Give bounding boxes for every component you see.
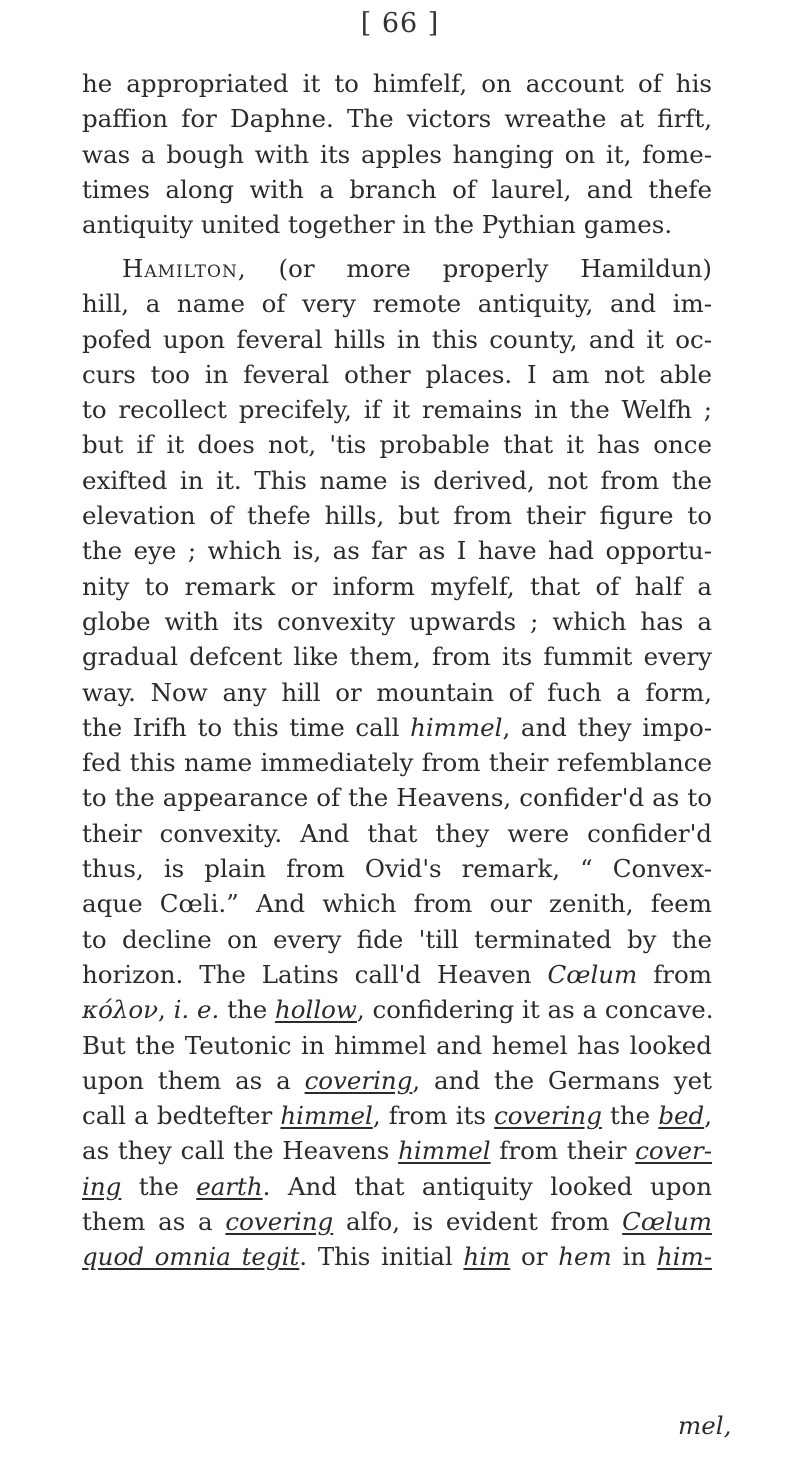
text-line: exifted in it. This name is derived, not from the [82,465,712,495]
text-line: he appropriated it to himfelf, on account of his [82,69,712,98]
text-line: antiquity united together in the Pythian games. [82,210,673,240]
text-line: thus, is plain from Ovid's remark, “ Convex- [82,854,712,884]
text-line: κόλον, i. e. the hollow, confidering it as a concave. [82,995,714,1025]
text-line: globe with its convexity upwards ; which has a [82,606,712,636]
text-line: the eye ; which is, as far as I have had opportu- [82,536,712,566]
text-line: way. Now any hill or mountain of fuch a form, [82,677,712,707]
text-line: Hamilton, (or more properly Hamildun) [122,254,712,283]
text-line: upon them as a covering, and the Germans yet [82,1065,712,1095]
text-line: the Irifh to this time call himmel, and they impo- [82,712,712,742]
text-line: to recollect precifely, if it remains in the Welfh ; [82,395,712,425]
text-line: to decline on every fide 'till terminated by the [82,924,712,954]
text-line: as they call the Heavens himmel from their cover- [82,1136,713,1166]
text-line: horizon. The Latins call'd Heaven Cœlum from [82,959,712,989]
text-line: elevation of thefe hills, but from their figure to [82,501,712,531]
text-line: hill, a name of very remote antiquity, and im- [82,289,712,319]
text-line: ing the earth. And that antiquity looked upon [82,1171,712,1201]
text-line: was a bough with its apples hanging on it, fome- [82,139,712,169]
text-line: them as a covering alfo, is evident from Cœlum [82,1207,712,1237]
text-line: but if it does not, 'tis probable that it has once [82,430,712,460]
text-line: gradual defcent like them, from its fummit every [82,642,712,672]
text-line: curs too in feveral other places. I am not able [82,359,712,389]
paragraph-1 [82,66,712,242]
text-line: nity to remark or inform myfelf, that of half a [82,571,712,601]
text-line: paffion for Daphne. The victors wreathe at firft, [82,104,712,134]
text-line: times along with a branch of laurel, and thefe [82,174,712,204]
text-line: pofed upon feveral hills in this county, and it oc- [82,324,712,354]
greek-word: κόλον [82,995,158,1025]
lead-word: Hamilton, [122,254,247,283]
text-line: call a bedtefter himmel, from its covering the bed, [82,1101,712,1131]
paragraph-2 [82,251,712,1275]
text-line: But the Teutonic in himmel and hemel has looked [82,1030,712,1060]
page-number: [ 66 ] [360,8,440,39]
text-line: to the appearance of the Heavens, confider'd as to [82,783,712,813]
text-line: fed this name immediately from their refemblance [82,748,712,778]
text-line: quod omnia tegit. This initial him or hem in him- [82,1242,712,1272]
text-line: their convexity. And that they were confider'd [82,818,712,848]
catchword: mel, [678,1411,732,1440]
text-line: aque Cœli.” And which from our zenith, feem [82,889,712,919]
